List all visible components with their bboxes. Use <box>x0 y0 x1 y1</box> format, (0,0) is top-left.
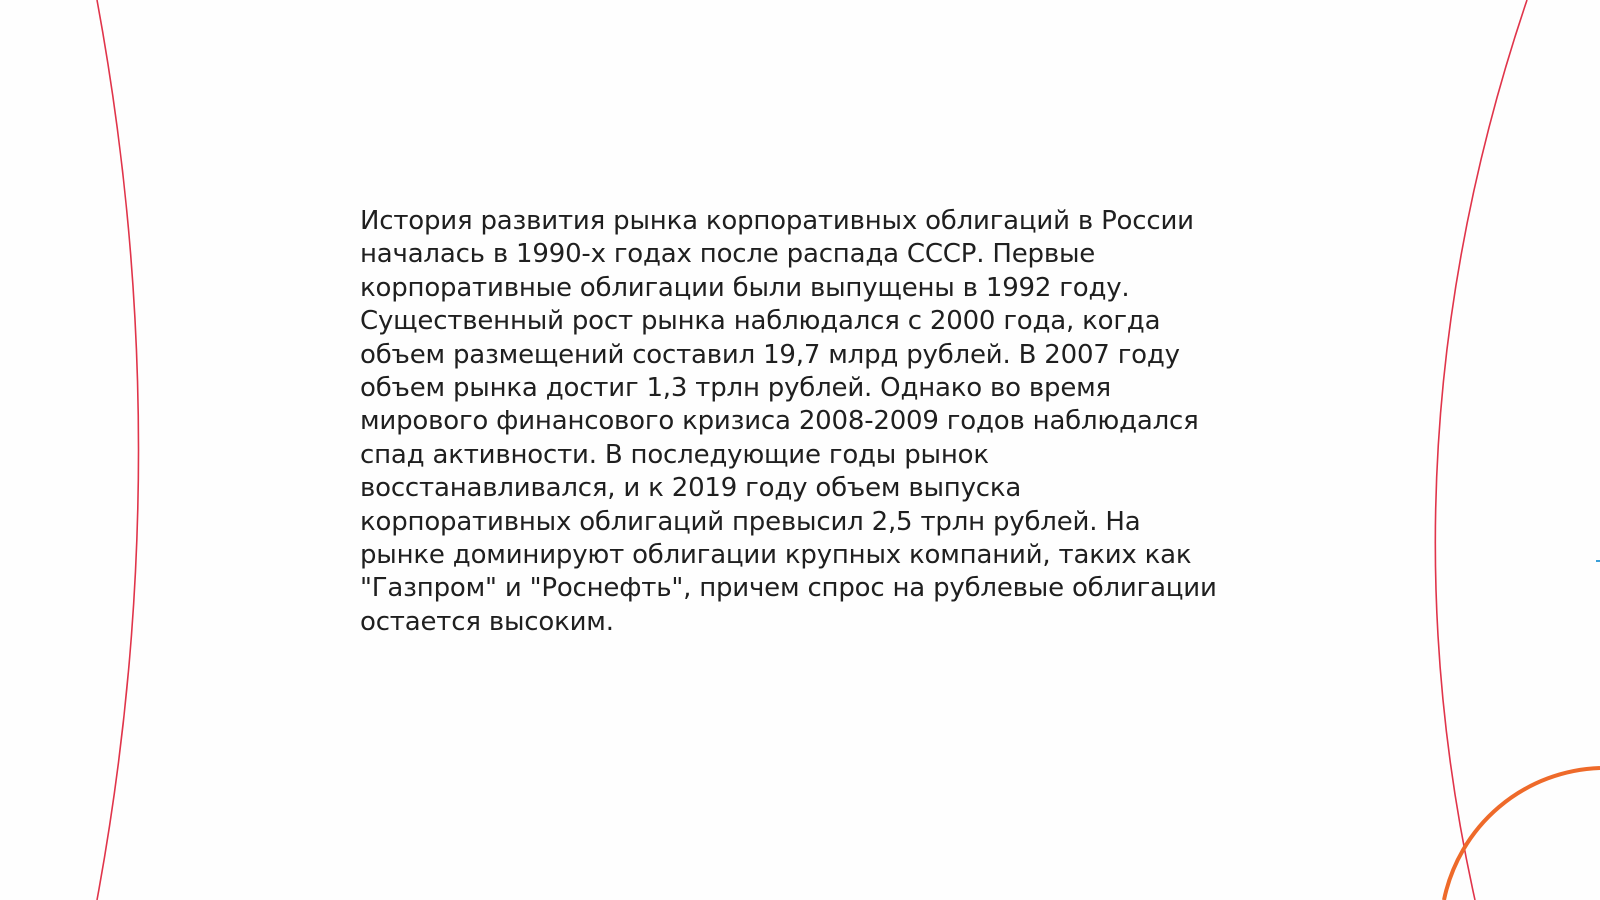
paragraph-line: Существенный рост рынка наблюдался с 2000 года, когда <box>360 306 1161 337</box>
paragraph-line: началась в 1990-х годах после распада СССР. Первые <box>360 239 1096 270</box>
paragraph-line: восстанавливался, и к 2019 году объем выпуска <box>360 473 1022 504</box>
right-curve-line <box>1435 0 1527 900</box>
paragraph-line: корпоративные облигации были выпущены в 1992 году. <box>360 272 1130 303</box>
paragraph-line: мирового финансового кризиса 2008-2009 годов наблюдался <box>360 406 1199 437</box>
paragraph-line: объем размещений составил 19,7 млрд рублей. В 2007 году <box>360 339 1180 370</box>
paragraph-line: объем рынка достиг 1,3 трлн рублей. Однако во время <box>360 373 1111 404</box>
paragraph-line: "Газпром" и "Роснефть", причем спрос на рублевые облигации <box>360 573 1217 604</box>
paragraph-line: корпоративных облигаций превысил 2,5 трлн рублей. На <box>360 506 1141 537</box>
paragraph-line: остается высоким. <box>360 606 614 637</box>
orange-arc <box>1444 768 1600 900</box>
left-curve-line <box>97 0 139 900</box>
body-paragraph <box>360 205 1240 639</box>
paragraph-line: История развития рынка корпоративных облигаций в России <box>360 206 1194 236</box>
paragraph-line: рынке доминируют облигации крупных компаний, таких как <box>360 540 1192 571</box>
paragraph-line: спад активности. В последующие годы рынок <box>360 439 989 470</box>
